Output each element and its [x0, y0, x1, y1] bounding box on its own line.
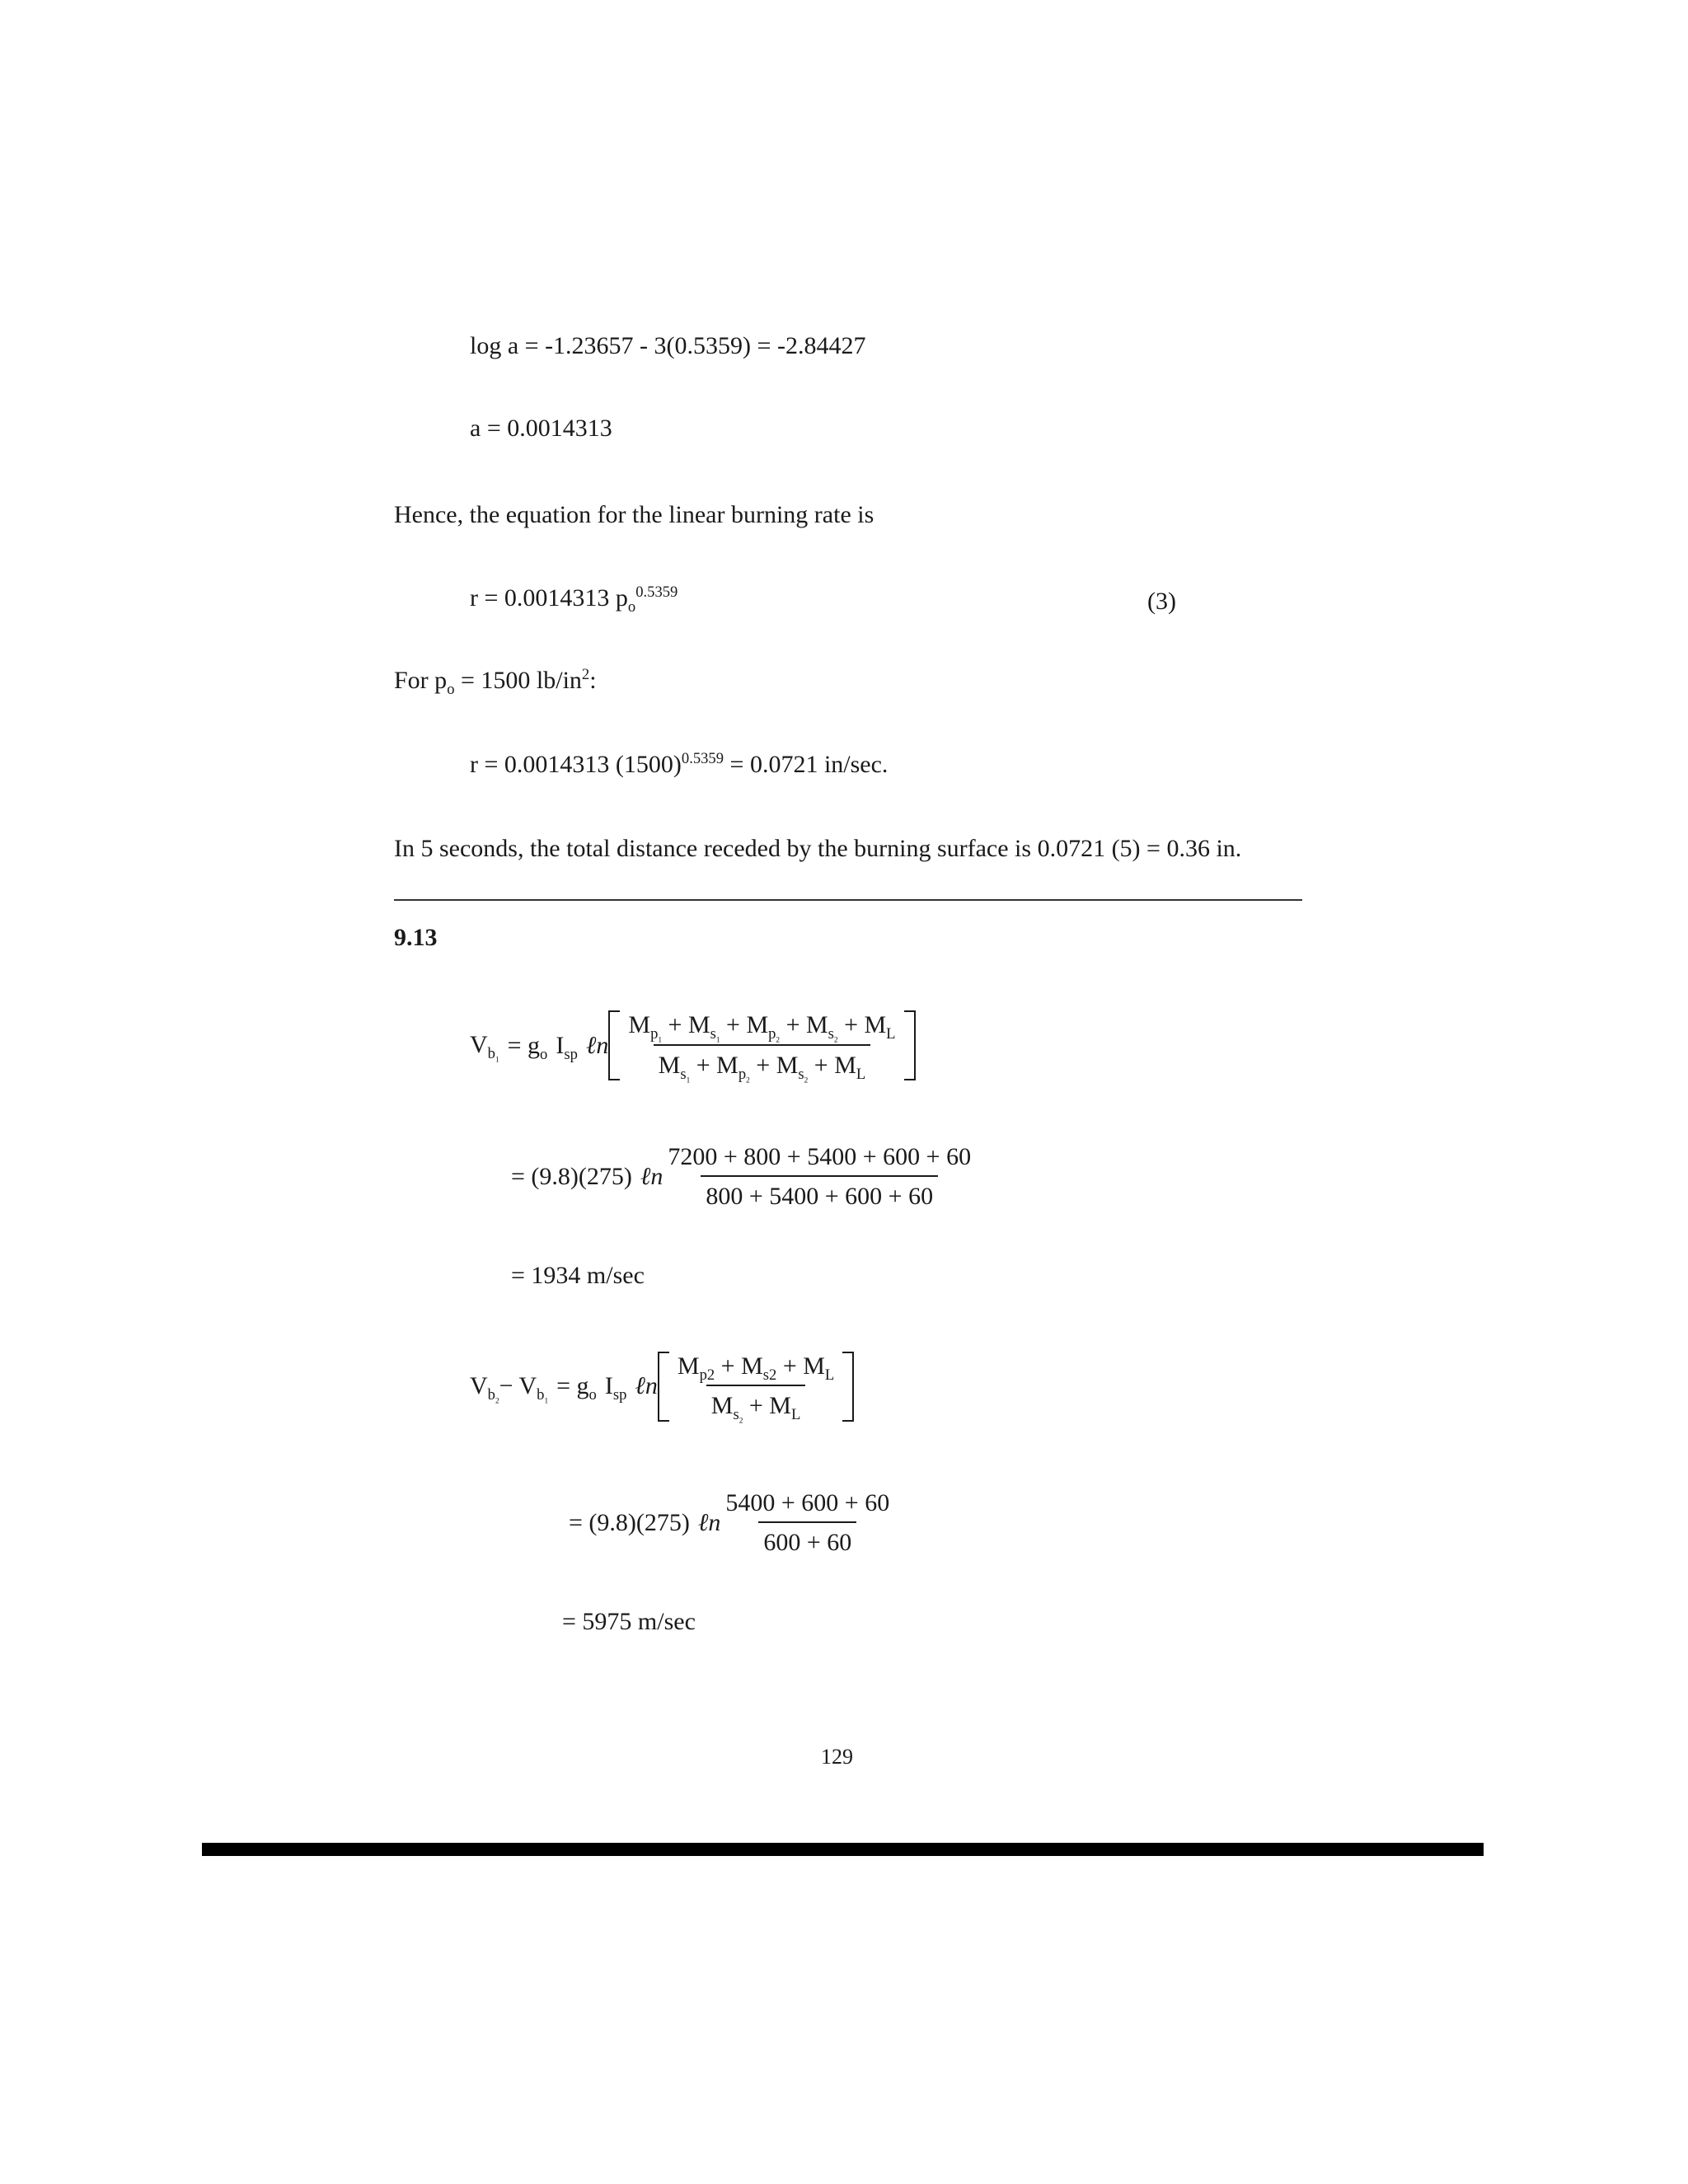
equation-number: (3)	[1147, 588, 1176, 615]
page-number: 129	[821, 1745, 853, 1769]
a-value-line: a = 0.0014313	[470, 415, 612, 442]
mass-term: + $M_{s2}$	[715, 1352, 777, 1384]
i-sp: $I_{sp}$	[604, 1372, 627, 1404]
velocity-calc-1: = (9.8)(275) ℓn $\frac{7200 + 800 + 5400 + 600 + 60}{800 + 5400 + 600 + 60}$	[511, 1142, 976, 1212]
mass-ratio-denominator	[654, 1044, 871, 1085]
mass-term: $M_{s_2}$	[710, 1392, 743, 1426]
mass-term: $M_{s_1}$	[658, 1051, 691, 1085]
velocity-result-1: = 1934 m/sec	[511, 1262, 645, 1289]
section-number: 9.13	[394, 924, 438, 951]
right-bracket	[904, 1010, 916, 1080]
footer-bar	[202, 1843, 1484, 1856]
g-o: = $g_o$	[556, 1372, 597, 1404]
velocity-equation-2	[470, 1352, 854, 1426]
left-bracket	[608, 1010, 620, 1080]
mass-ratio-fraction	[673, 1352, 839, 1426]
mass-ratio-numerator	[623, 1010, 900, 1044]
velocity-equation-1	[470, 1010, 916, 1085]
mass-term: + $M_L$	[808, 1051, 866, 1083]
burning-rate-equation: r = 0.0014313 $p_o^{0.5359}$	[470, 583, 678, 616]
mass-term: + $M_{s_2}$	[780, 1011, 838, 1045]
log-a-line: log a = -1.23657 - 3(0.5359) = -2.84427	[470, 332, 866, 359]
velocity-result-2: = 5975 m/sec	[562, 1608, 696, 1635]
hence-text: Hence, the equation for the linear burning rate is	[394, 501, 874, 528]
v-b2: $V_{b_2}$	[470, 1372, 499, 1406]
ln-operator: ℓn	[640, 1163, 663, 1190]
ln-operator: ℓn	[585, 1031, 609, 1059]
distance-text: In 5 seconds, the total distance receded by the burning surface is 0.0721 (5) = 0.36 in.	[394, 835, 1242, 862]
i-sp: $I_{sp}$	[556, 1031, 578, 1063]
for-po-text: For $p_o = 1500$ $lb/in^2$:	[394, 666, 597, 698]
section-divider	[394, 899, 1302, 901]
g-o: = $g_o$	[507, 1031, 548, 1063]
mass-term: + $M_{s_1}$	[662, 1011, 720, 1045]
mass-term: $M_{p2}$	[677, 1352, 715, 1384]
mass-term: + $M_L$	[743, 1392, 801, 1423]
right-bracket	[842, 1352, 854, 1422]
mass-term: + $M_{p_2}$	[720, 1011, 781, 1045]
velocity-calc-2: = (9.8)(275) ℓn $\frac{5400 + 600 + 60}{600 + 60}$	[569, 1488, 894, 1558]
numeric-fraction: $\frac{7200 + 800 + 5400 + 600 + 60}{800 + 5400 + 600 + 60}$	[668, 1143, 972, 1210]
mass-ratio-numerator	[673, 1352, 839, 1385]
ln-operator: ℓn	[697, 1509, 721, 1536]
mass-term: + $M_L$	[837, 1011, 896, 1043]
ln-operator: ℓn	[635, 1372, 658, 1400]
mass-term: $M_{p_1}$	[628, 1011, 663, 1045]
v-b1: − $V_{b_1}$	[499, 1372, 549, 1406]
v-b1: $V_{b_1}$	[470, 1031, 499, 1066]
mass-ratio-denominator	[706, 1385, 806, 1426]
mass-ratio-fraction	[623, 1010, 900, 1085]
numeric-fraction: $\frac{5400 + 600 + 60}{600 + 60}$	[725, 1489, 890, 1556]
left-bracket	[658, 1352, 669, 1422]
mass-term: + $M_L$	[776, 1352, 835, 1384]
mass-term: + $M_{p_2}$	[690, 1051, 750, 1085]
rate-calculation: r = 0.0014313 $(1500)^{0.5359} = 0.0721$ in/sec.	[470, 750, 889, 778]
mass-term: + $M_{s_2}$	[749, 1051, 809, 1085]
